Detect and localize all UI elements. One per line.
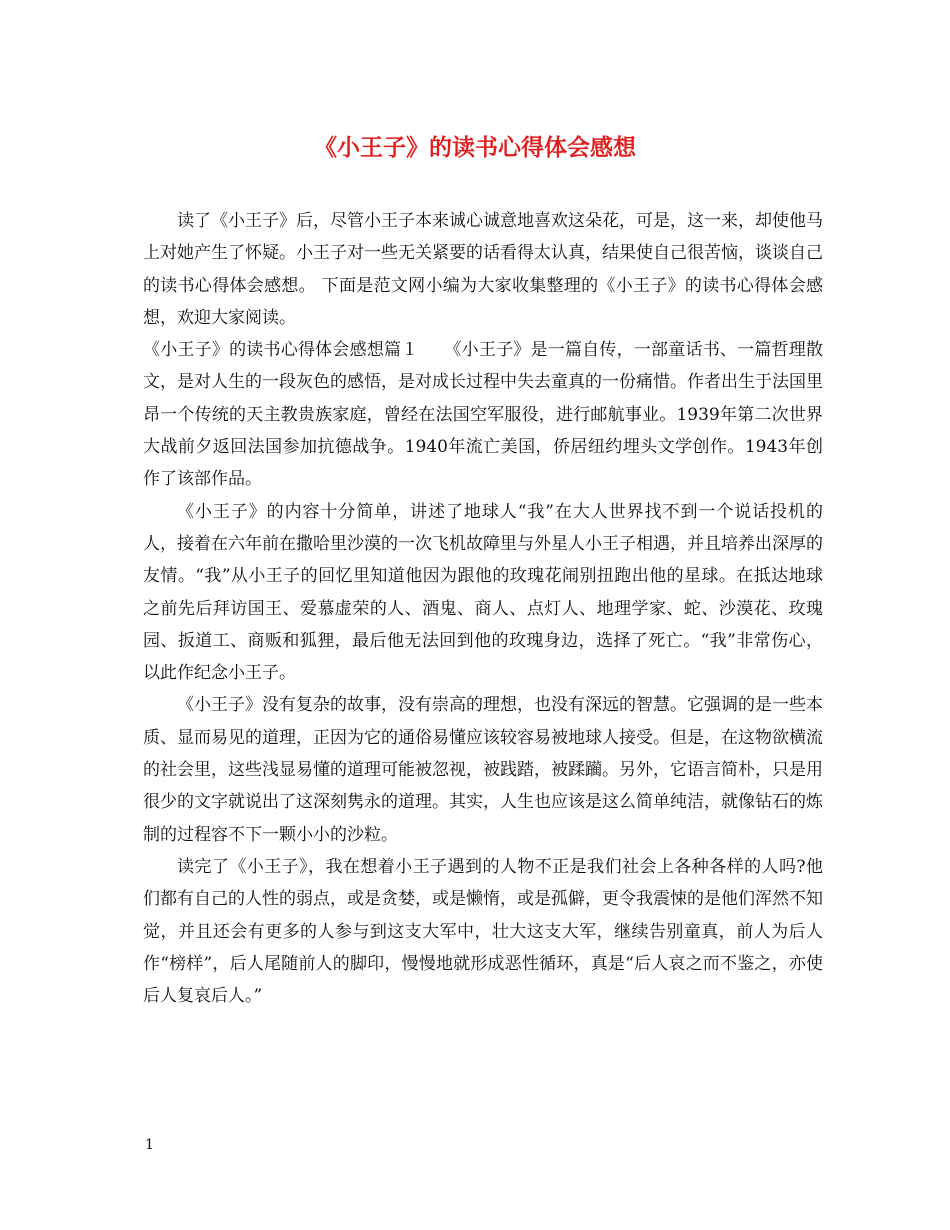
document-body [143, 205, 823, 1012]
paragraph-conclusion: 读完了《小王子》，我在想着小王子遇到的人物不正是我们社会上各种各样的人吗?他们都有自己的人性的弱点，或是贪婪，或是懒惰，或是孤僻，更令我震悚的是他们浑然不知觉，并且还会有更多的人参与到这支大军中，壮大这支大军，继续告别童真，前人为后人作“榜样”，后人尾随前人的脚印，慢慢地就形成恶性循环，真是“后人哀之而不鉴之，亦使后人复哀后人。” [143, 856, 823, 1007]
paragraph-section-1: 《小王子》的读书心得体会感想篇１ 《小王子》是一篇自传，一部童话书、一篇哲理散文，是对人生的一段灰色的感悟，是对成长过程中失去童真的一份痛惜。作者出生于法国里昂一个传统的天主教贵族家庭，曾经在法国空军服役，进行邮航事业。1939年第二次世界大战前夕返回法国参加抗德战争。1940年流亡美国，侨居纽约埋头文学创作。1943年创作了该部作品。 [143, 340, 823, 490]
paragraph-reflection: 《小王子》没有复杂的故事，没有崇高的理想，也没有深远的智慧。它强调的是一些本质、显而易见的道理，正因为它的通俗易懂应该较容易被地球人接受。但是，在这物欲横流的社会里，这些浅显易懂的道理可能被忽视，被践踏，被蹂躏。另外，它语言简朴，只是用很少的文字就说出了这深刻隽永的道理。其实，人生也应该是这么简单纯洁，就像钻石的炼制的过程容不下一颗小小的沙粒。 [143, 695, 823, 845]
paragraph-intro: 读了《小王子》后，尽管小王子本来诚心诚意地喜欢这朵花，可是，这一来，却使他马上对她产生了怀疑。小王子对一些无关紧要的话看得太认真，结果使自己很苦恼，谈谈自己的读书心得体会感想。 下面是范文网小编为大家收集整理的《小王子》的读书心得体会感想，欢迎大家阅读。 [143, 211, 823, 328]
page-number: 1 [145, 1137, 154, 1153]
paragraph-content-summary: 《小王子》的内容十分简单，讲述了地球人“我”在大人世界找不到一个说话投机的人，接着在六年前在撒哈里沙漠的一次飞机故障里与外星人小王子相遇，并且培养出深厚的友情。“我”从小王子的回忆里知道他因为跟他的玫瑰花闹别扭跑出他的星球。在抵达地球之前先后拜访国王、爱慕虚荣的人、酒鬼、商人、点灯人、地理学家、蛇、沙漠花、玫瑰园、扳道工、商贩和狐狸，最后他无法回到他的玫瑰身边，选择了死亡。“我”非常伤心，以此作纪念小王子。 [143, 501, 823, 684]
document-title: 《小王子》的读书心得体会感想 [314, 134, 636, 161]
